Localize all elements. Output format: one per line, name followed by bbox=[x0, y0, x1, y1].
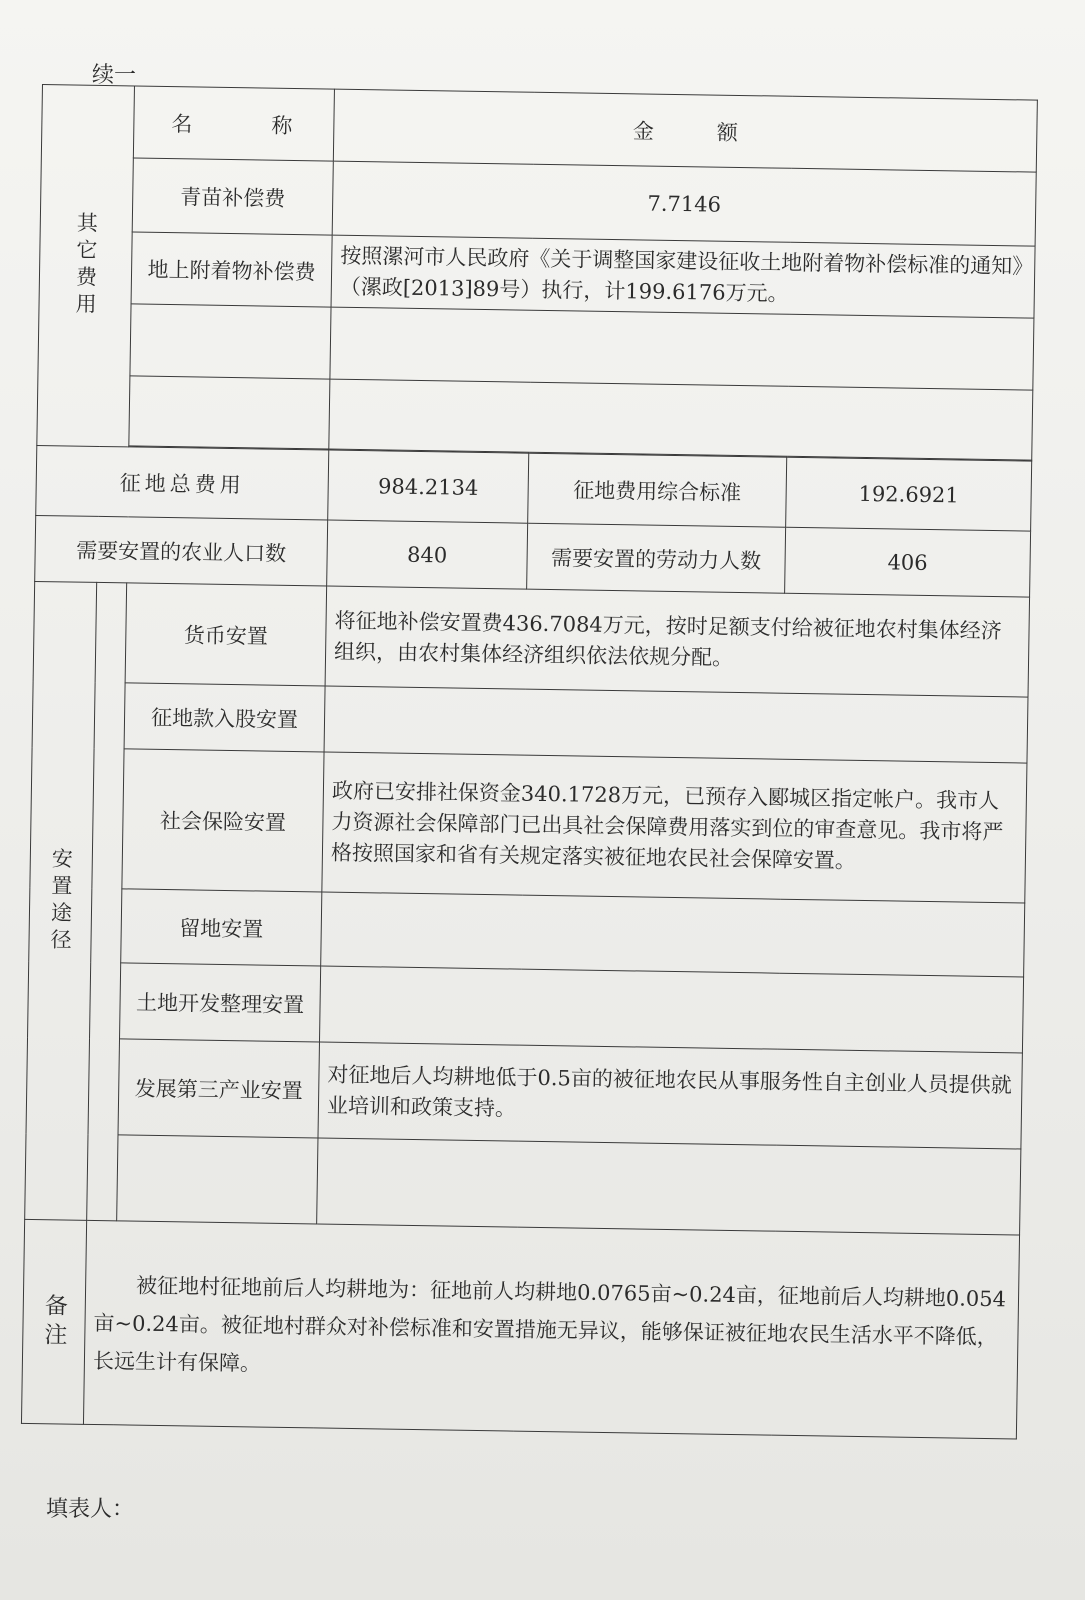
land-acquisition-form-table bbox=[21, 84, 1038, 1439]
resettlement-row bbox=[25, 1133, 1021, 1235]
resettlement-name: 发展第三产业安置 bbox=[118, 1039, 319, 1138]
resettlement-content bbox=[324, 686, 1028, 763]
resettlement-section-label: 安置途径 bbox=[25, 581, 97, 1220]
farm-population-value: 840 bbox=[327, 520, 528, 589]
resettlement-content bbox=[321, 892, 1025, 977]
total-cost-value: 984.2134 bbox=[328, 450, 529, 523]
resettlement-row bbox=[30, 747, 1027, 903]
farm-population-label: 需要安置的农业人口数 bbox=[35, 515, 328, 586]
remarks-row bbox=[21, 1219, 1019, 1439]
other-costs-section-label: 其它费用 bbox=[37, 85, 135, 447]
resettlement-content bbox=[319, 966, 1023, 1053]
remarks-text: 被征地村征地前后人均耕地为：征地前人均耕地0.0765亩~0.24亩，征地前后人均耕地0.054亩~0.24亩。被征地村群众对补偿标准和安置措施无异议，能够保证被征地农民生活水平不降低，长远生计有保障。 bbox=[83, 1220, 1019, 1439]
resettlement-content: 将征地补偿安置费436.7084万元，按时足额支付给被征地农村集体经济组织，由农村集体经济组织依法依规分配。 bbox=[325, 586, 1030, 697]
resettlement-row bbox=[26, 1037, 1022, 1149]
resettlement-name: 社会保险安置 bbox=[122, 749, 324, 892]
resettlement-content: 政府已安排社保资金340.1728万元，已预存入郾城区指定帐户。我市人力资源社会保障部门已出具社会保障费用落实到位的审查意见。我市将严格按照国家和省有关规定落实被征地农民社会保障安置。 bbox=[322, 752, 1027, 903]
cost-amount bbox=[329, 379, 1033, 460]
resettlement-content: 对征地后人均耕地低于0.5亩的被征地农民从事服务性自主创业人员提供就业培训和政策支持。 bbox=[318, 1042, 1022, 1149]
resettlement-name: 征地款入股安置 bbox=[124, 683, 325, 752]
cost-name bbox=[129, 376, 330, 449]
cost-amount: 按照漯河市人民政府《关于调整国家建设征收土地附着物补偿标准的通知》（漯政[2013]89号）执行，计199.6176万元。 bbox=[331, 235, 1035, 318]
header-amount: 金 额 bbox=[333, 89, 1037, 172]
labor-label: 需要安置的劳动力人数 bbox=[527, 523, 786, 593]
labor-value: 406 bbox=[785, 527, 1031, 597]
resettlement-name bbox=[117, 1135, 318, 1224]
continuation-label: 续一 bbox=[92, 63, 137, 88]
remarks-label: 备注 bbox=[21, 1219, 86, 1424]
cost-name: 地上附着物补偿费 bbox=[131, 232, 332, 307]
resettlement-name: 货币安置 bbox=[125, 583, 327, 686]
standard-label: 征地费用综合标准 bbox=[528, 453, 787, 527]
resettlement-content bbox=[317, 1138, 1021, 1235]
cost-name: 青苗补偿费 bbox=[132, 158, 333, 235]
cost-amount bbox=[330, 307, 1034, 390]
resettlement-name: 土地开发整理安置 bbox=[120, 963, 321, 1042]
total-cost-label: 征地总费用 bbox=[36, 445, 329, 520]
header-name: 名 称 bbox=[133, 86, 334, 161]
cost-amount: 7.7146 bbox=[332, 161, 1036, 246]
resettlement-row bbox=[33, 581, 1029, 697]
cost-name bbox=[130, 304, 331, 379]
standard-value: 192.6921 bbox=[786, 457, 1032, 531]
filler-label: 填表人： bbox=[46, 1497, 135, 1522]
resettlement-name: 留地安置 bbox=[121, 889, 322, 966]
